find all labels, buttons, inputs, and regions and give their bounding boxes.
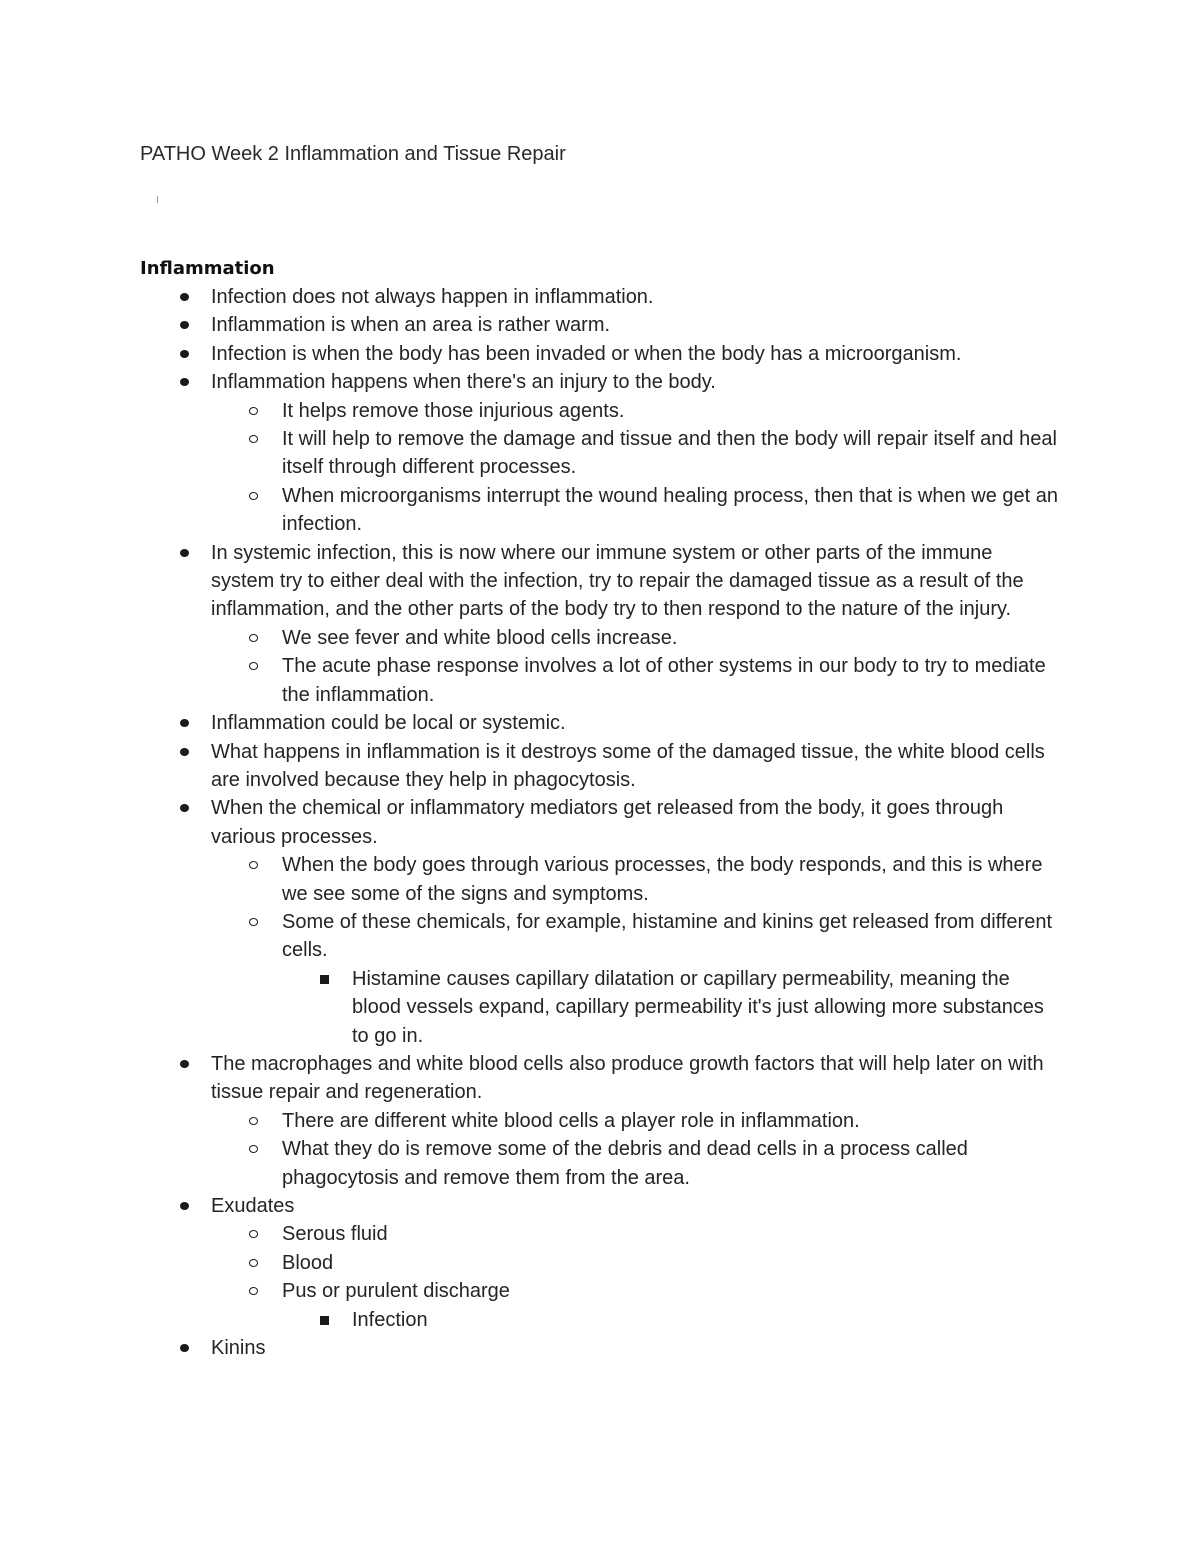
list-item [140,1135,1060,1192]
list-item [140,368,1060,396]
hollow-circle-bullet-icon [249,634,258,642]
filled-circle-bullet-icon [180,1060,189,1068]
square-bullet-icon [320,1316,329,1325]
hollow-circle-bullet-icon [249,407,258,415]
list-item [140,851,1060,908]
list-item [140,908,1060,965]
list-item-text: What they do is remove some of the debris and dead cells in a process called phagocytosis and remove them from the area. [282,1138,968,1189]
list-item-text: Histamine causes capillary dilatation or capillary permeability, meaning the blood vessels expand, capillary permeability it's just allowing more substances to go in. [352,967,1044,1047]
list-item-text: It will help to remove the damage and tissue and then the body will repair itself and heal itself through different processes. [282,428,1057,479]
hollow-circle-bullet-icon [249,1117,258,1125]
list-item [140,539,1060,624]
filled-circle-bullet-icon [180,350,189,358]
filled-circle-bullet-icon [180,293,189,301]
hollow-circle-bullet-icon [249,1287,258,1295]
list-item-text: We see fever and white blood cells increase. [282,626,678,649]
list-item-text: In systemic infection, this is now where our immune system or other parts of the immune system try to either deal with the infection, try to repair the damaged tissue as a result of the inflammation, and the other parts of the body try to then respond to the nature of the injury. [211,541,1024,621]
list-item-text: When the chemical or inflammatory mediators get released from the body, it goes through various processes. [211,797,1004,848]
hollow-circle-bullet-icon [249,918,258,926]
section-heading: Inflammation [140,258,275,279]
list-item [140,652,1060,709]
square-bullet-icon [320,975,329,984]
list-item [140,794,1060,851]
list-item-text: Serous fluid [282,1223,388,1246]
list-item-text: Some of these chemicals, for example, histamine and kinins get released from different cells. [282,910,1053,962]
list-item [140,624,1060,652]
bullet-list [140,283,1060,1362]
list-item [140,1050,1060,1107]
hollow-circle-bullet-icon [249,1230,258,1238]
list-item-text: When microorganisms interrupt the wound healing process, then that is when we get an infection. [282,484,1058,536]
list-item [140,1334,1060,1362]
list-item [140,1249,1060,1277]
list-item [140,965,1060,1050]
filled-circle-bullet-icon [180,748,189,756]
stray-mark [157,196,158,203]
list-item-text: The macrophages and white blood cells also produce growth factors that will help later on with tissue repair and regeneration. [211,1052,1044,1104]
list-item [140,1220,1060,1248]
hollow-circle-bullet-icon [249,1259,258,1267]
hollow-circle-bullet-icon [249,492,258,500]
list-item-text: What happens in inflammation is it destroys some of the damaged tissue, the white blood cells are involved because they help in phagocytosis. [211,740,1045,791]
hollow-circle-bullet-icon [249,1145,258,1153]
list-item [140,397,1060,425]
list-item-text: Kinins [211,1337,266,1360]
list-item [140,709,1060,737]
list-item-text: Infection does not always happen in inflammation. [211,286,654,308]
list-item [140,283,1060,311]
list-item-text: Exudates [211,1195,295,1217]
list-item-text: Pus or purulent discharge [282,1280,510,1303]
list-item [140,1192,1060,1220]
list-item-text: It helps remove those injurious agents. [282,399,625,422]
list-item [140,1107,1060,1135]
filled-circle-bullet-icon [180,378,189,386]
hollow-circle-bullet-icon [249,861,258,869]
hollow-circle-bullet-icon [249,435,258,443]
list-item [140,738,1060,795]
list-item-text: Inflammation is when an area is rather warm. [211,314,611,337]
section-inflammation [140,255,1060,1362]
list-item-text: Inflammation happens when there's an injury to the body. [211,371,716,394]
list-item-text: The acute phase response involves a lot of other systems in our body to try to mediate the inflammation. [282,655,1046,706]
filled-circle-bullet-icon [180,1344,189,1352]
list-item-text: There are different white blood cells a player role in inflammation. [282,1109,860,1132]
document-title: PATHO Week 2 Inflammation and Tissue Repair [140,143,566,165]
list-item [140,482,1060,539]
hollow-circle-bullet-icon [249,662,258,670]
list-item-text: Blood [282,1251,334,1274]
list-item [140,340,1060,368]
list-item-text: When the body goes through various processes, the body responds, and this is where we see some of the signs and symptoms. [282,854,1043,905]
list-item [140,1277,1060,1305]
list-item [140,311,1060,339]
list-item [140,425,1060,482]
filled-circle-bullet-icon [180,804,189,812]
list-item [140,1306,1060,1334]
list-item-text: Infection [352,1308,428,1331]
filled-circle-bullet-icon [180,549,189,557]
list-item-text: Inflammation could be local or systemic. [211,712,566,735]
list-item-text: Infection is when the body has been invaded or when the body has a microorganism. [211,342,962,365]
filled-circle-bullet-icon [180,719,189,727]
filled-circle-bullet-icon [180,1202,189,1210]
filled-circle-bullet-icon [180,321,189,329]
